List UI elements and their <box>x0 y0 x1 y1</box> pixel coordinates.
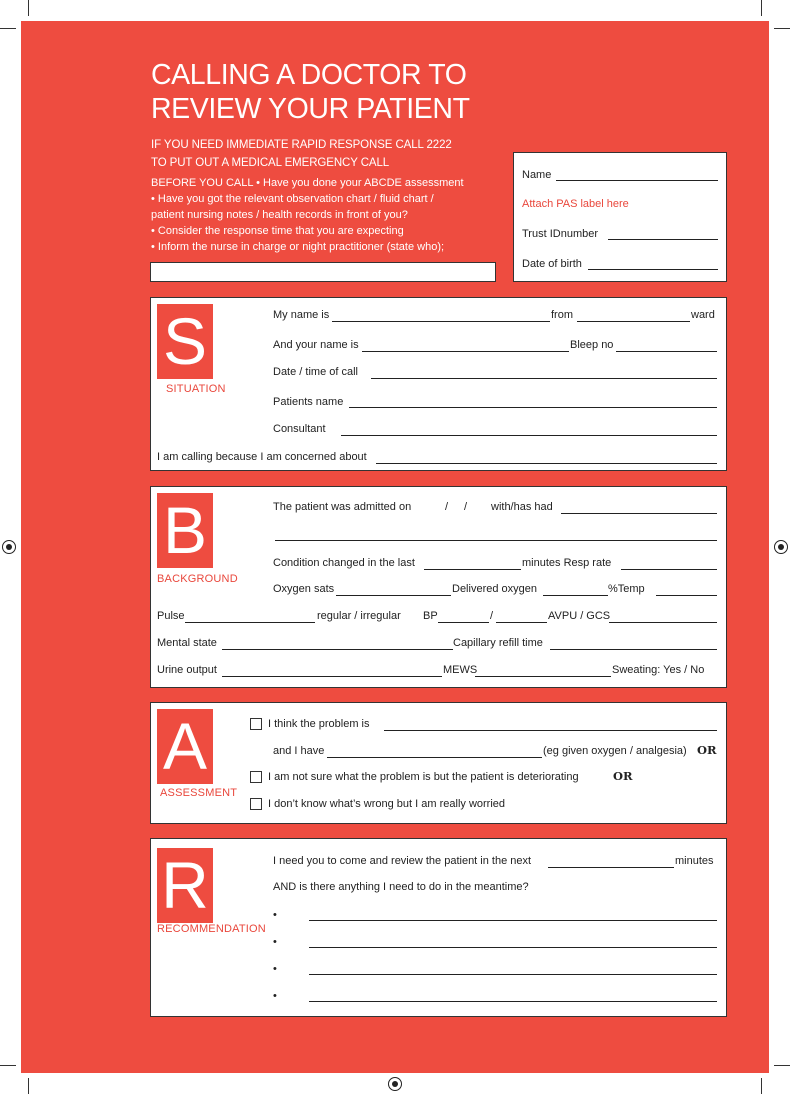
your-name-field[interactable] <box>362 351 569 352</box>
background-label: BACKGROUND <box>157 573 238 585</box>
mews-field[interactable] <box>475 676 611 677</box>
bullet-point: • <box>273 909 277 921</box>
recommendation-label: RECOMMENDATION <box>157 923 266 935</box>
consultant-field[interactable] <box>341 435 717 436</box>
crop-mark <box>774 1065 790 1066</box>
trust-id-label: Trust IDnumber <box>522 228 599 240</box>
minutes-label: minutes <box>675 855 714 867</box>
bullet-point: • <box>273 990 277 1002</box>
and-have-label: and I have <box>273 745 325 757</box>
assessment-section <box>150 702 727 824</box>
cap-refill-label: Capillary refill time <box>453 637 543 649</box>
oxygen-sats-field[interactable] <box>336 595 451 596</box>
name-label: Name <box>522 169 552 181</box>
mental-state-label: Mental state <box>157 637 217 649</box>
avpu-field[interactable] <box>609 622 717 623</box>
from-label: from <box>551 309 573 321</box>
dob-label: Date of birth <box>522 258 582 270</box>
think-field[interactable] <box>384 730 717 731</box>
crop-mark <box>0 1065 16 1066</box>
dont-know-checkbox[interactable] <box>250 798 262 810</box>
name-field[interactable] <box>556 180 718 181</box>
bp-label: BP <box>423 610 438 622</box>
datetime-field[interactable] <box>371 378 717 379</box>
action-field[interactable] <box>309 947 717 948</box>
not-sure-label: I am not sure what the problem is but the patient is deteriorating <box>268 771 579 783</box>
my-name-label: My name is <box>273 309 330 321</box>
resp-rate-field[interactable] <box>621 569 717 570</box>
temp-field[interactable] <box>656 595 717 596</box>
with-had-field[interactable] <box>561 513 717 514</box>
history-field[interactable] <box>275 540 717 541</box>
crop-mark <box>761 1078 762 1094</box>
condition-field[interactable] <box>424 569 521 570</box>
avpu-label: AVPU / GCS <box>548 610 611 622</box>
situation-letter: S <box>157 304 213 379</box>
crop-mark <box>28 0 29 16</box>
bullet-point: • <box>273 963 277 975</box>
from-field[interactable] <box>577 321 690 322</box>
mews-label: MEWS <box>443 664 478 676</box>
pulse-label: Pulse <box>157 610 185 622</box>
date-slash: / <box>464 501 468 513</box>
dont-know-label: I don’t know what’s wrong but I am really worried <box>268 798 506 810</box>
patient-name-field[interactable] <box>349 407 717 408</box>
urgent-call-line: TO PUT OUT A MEDICAL EMERGENCY CALL <box>151 157 390 169</box>
datetime-label: Date / time of call <box>273 366 358 378</box>
need-you-label: I need you to come and review the patient in the next <box>273 855 532 867</box>
registration-mark-icon <box>2 540 16 554</box>
background-letter: B <box>157 493 213 568</box>
assessment-label: ASSESSMENT <box>160 787 238 799</box>
regular-label: regular / irregular <box>317 610 401 622</box>
registration-mark-icon <box>388 1077 402 1091</box>
situation-label: SITUATION <box>166 383 226 395</box>
trust-id-field[interactable] <box>608 239 718 240</box>
situation-section <box>150 297 727 471</box>
action-field[interactable] <box>309 920 717 921</box>
patient-label-box <box>513 152 727 282</box>
patient-name-label: Patients name <box>273 396 344 408</box>
recommendation-letter: R <box>157 848 213 923</box>
action-field[interactable] <box>309 1001 717 1002</box>
crop-mark <box>774 28 790 29</box>
think-checkbox[interactable] <box>250 718 262 730</box>
dob-field[interactable] <box>588 269 718 270</box>
checklist-line: patient nursing notes / health records in front of you? <box>151 209 408 221</box>
temp-label: %Temp <box>608 583 645 595</box>
sweating-label: Sweating: Yes / No <box>612 664 705 676</box>
background-section <box>150 486 727 688</box>
with-had-label: with/has had <box>491 501 553 513</box>
bleep-label: Bleep no <box>570 339 614 351</box>
response-time-field[interactable] <box>548 867 674 868</box>
urine-field[interactable] <box>222 676 442 677</box>
oxygen-sats-label: Oxygen sats <box>273 583 335 595</box>
date-slash: / <box>445 501 449 513</box>
my-name-field[interactable] <box>332 321 550 322</box>
consultant-label: Consultant <box>273 423 326 435</box>
checklist-line: • Consider the response time that you are expecting <box>151 225 404 237</box>
registration-mark-icon <box>774 540 788 554</box>
crop-mark <box>28 1078 29 1094</box>
page-title: CALLING A DOCTOR TO REVIEW YOUR PATIENT <box>151 59 470 125</box>
concerned-label: I am calling because I am concerned about <box>157 451 367 463</box>
eg-label: (eg given oxygen / analgesia) <box>543 745 687 757</box>
assessment-letter: A <box>157 709 213 784</box>
bp-diastolic-field[interactable] <box>496 622 547 623</box>
pas-label-hint: Attach PAS label here <box>522 198 629 210</box>
action-field[interactable] <box>309 974 717 975</box>
crop-mark <box>0 28 16 29</box>
checklist-line: • Have you got the relevant observation chart / fluid chart / <box>151 193 434 205</box>
delivered-oxygen-field[interactable] <box>543 595 608 596</box>
admitted-label: The patient was admitted on <box>273 501 412 513</box>
bp-slash: / <box>490 610 494 622</box>
delivered-oxygen-label: Delivered oxygen <box>452 583 537 595</box>
concerned-field[interactable] <box>376 463 717 464</box>
minutes-resp-label: minutes Resp rate <box>522 557 612 569</box>
or-label: OR <box>613 769 633 783</box>
cap-refill-field[interactable] <box>550 649 717 650</box>
and-have-field[interactable] <box>327 757 542 758</box>
bp-systolic-field[interactable] <box>438 622 489 623</box>
not-sure-checkbox[interactable] <box>250 771 262 783</box>
bullet-point: • <box>273 936 277 948</box>
condition-label: Condition changed in the last <box>273 557 415 569</box>
mental-state-field[interactable] <box>222 649 453 650</box>
checklist-line: BEFORE YOU CALL • Have you done your ABCDE assessment <box>151 177 464 189</box>
or-label: OR <box>697 743 717 757</box>
crop-mark <box>761 0 762 16</box>
recommendation-section <box>150 838 727 1017</box>
ward-label: ward <box>691 309 715 321</box>
anything-label: AND is there anything I need to do in the meantime? <box>273 881 529 893</box>
urine-label: Urine output <box>157 664 217 676</box>
checklist-line: • Inform the nurse in charge or night practitioner (state who); <box>151 241 445 253</box>
pulse-field[interactable] <box>185 622 315 623</box>
urgent-call-line: IF YOU NEED IMMEDIATE RAPID RESPONSE CALL 2222 <box>151 139 452 151</box>
your-name-label: And your name is <box>273 339 359 351</box>
think-label: I think the problem is <box>268 718 370 730</box>
nurse-in-charge-field[interactable] <box>150 262 496 282</box>
bleep-field[interactable] <box>616 351 717 352</box>
